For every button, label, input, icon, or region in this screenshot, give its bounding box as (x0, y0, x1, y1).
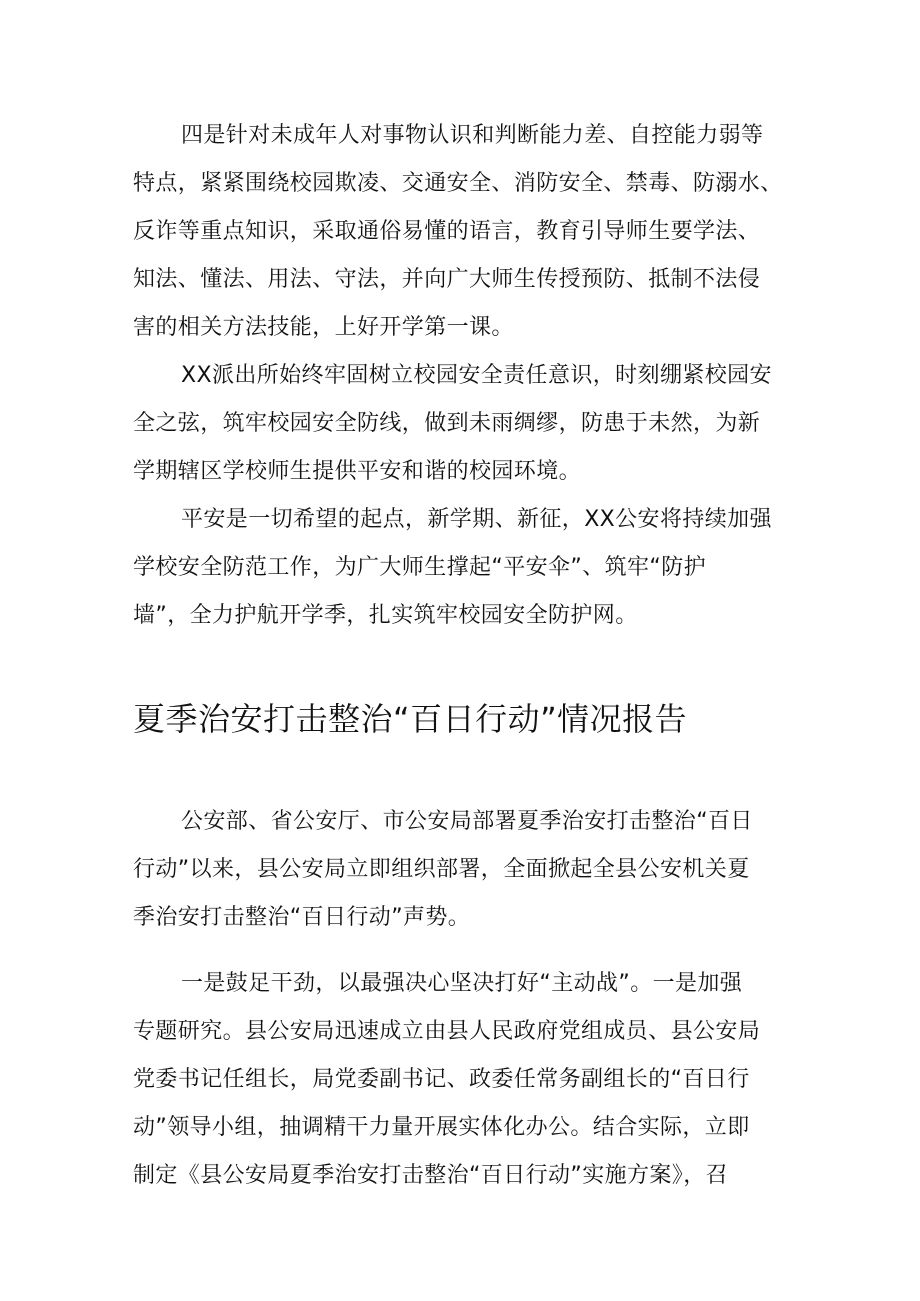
text-line: 公安部、省公安厅、市公安局部署夏季治安打击整治“百日 (181, 809, 753, 834)
text-line: 党委书记任组长，局党委副书记、政委任常务副组长的“百日行 (133, 1067, 750, 1092)
paragraph-safety-conclusion (133, 496, 788, 640)
text-line: XX派出所始终牢固树立校园安全责任意识，时刻绷紧校园安 (181, 363, 772, 388)
text-line: 特点，紧紧围绕校园欺凌、交通安全、消防安全、禁毒、防溺水、 (133, 171, 783, 196)
text-line: 一是鼓足干劲，以最强决心坚决打好“主动战”。一是加强 (181, 971, 743, 996)
text-line: 学期辖区学校师生提供平安和谐的校园环境。 (133, 459, 582, 484)
text-line: 学校安全防范工作，为广大师生撑起“平安伞”、筑牢“防护 (133, 555, 706, 580)
text-line: 制定《县公安局夏季治安打击整治“百日行动”实施方案》，召 (133, 1163, 728, 1188)
text-line: 动”领导小组，抽调精干力量开展实体化办公。结合实际，立即 (133, 1115, 750, 1140)
text-line: 知法、懂法、用法、守法，并向广大师生传授预防、抵制不法侵 (133, 267, 761, 292)
text-line: 墙”，全力护航开学季，扎实筑牢校园安全防护网。 (133, 603, 638, 628)
text-line: 反诈等重点知识，采取通俗易懂的语言，教育引导师生要学法、 (133, 219, 761, 244)
text-line: 季治安打击整治“百日行动”声势。 (133, 905, 471, 930)
report-title: 夏季治安打击整治“百日行动”情况报告 (133, 700, 688, 738)
text-line: 害的相关方法技能，上好开学第一课。 (133, 315, 514, 340)
text-line: 全之弦，筑牢校园安全防线，做到未雨绸缪，防患于未然，为新 (133, 411, 761, 436)
text-line: 专题研究。县公安局迅速成立由县人民政府党组成员、县公安局 (133, 1019, 761, 1044)
text-line: 平安是一切希望的起点，新学期、新征，XX公安将持续加强 (181, 507, 772, 532)
paragraph-report-point-one (133, 960, 788, 1200)
paragraph-minors-safety-education (133, 112, 788, 352)
paragraph-report-intro (133, 798, 788, 942)
text-line: 四是针对未成年人对事物认识和判断能力差、自控能力弱等 (181, 123, 764, 148)
text-line: 行动”以来，县公安局立即组织部署，全面掀起全县公安机关夏 (133, 857, 750, 882)
paragraph-police-station-responsibility (133, 352, 788, 496)
